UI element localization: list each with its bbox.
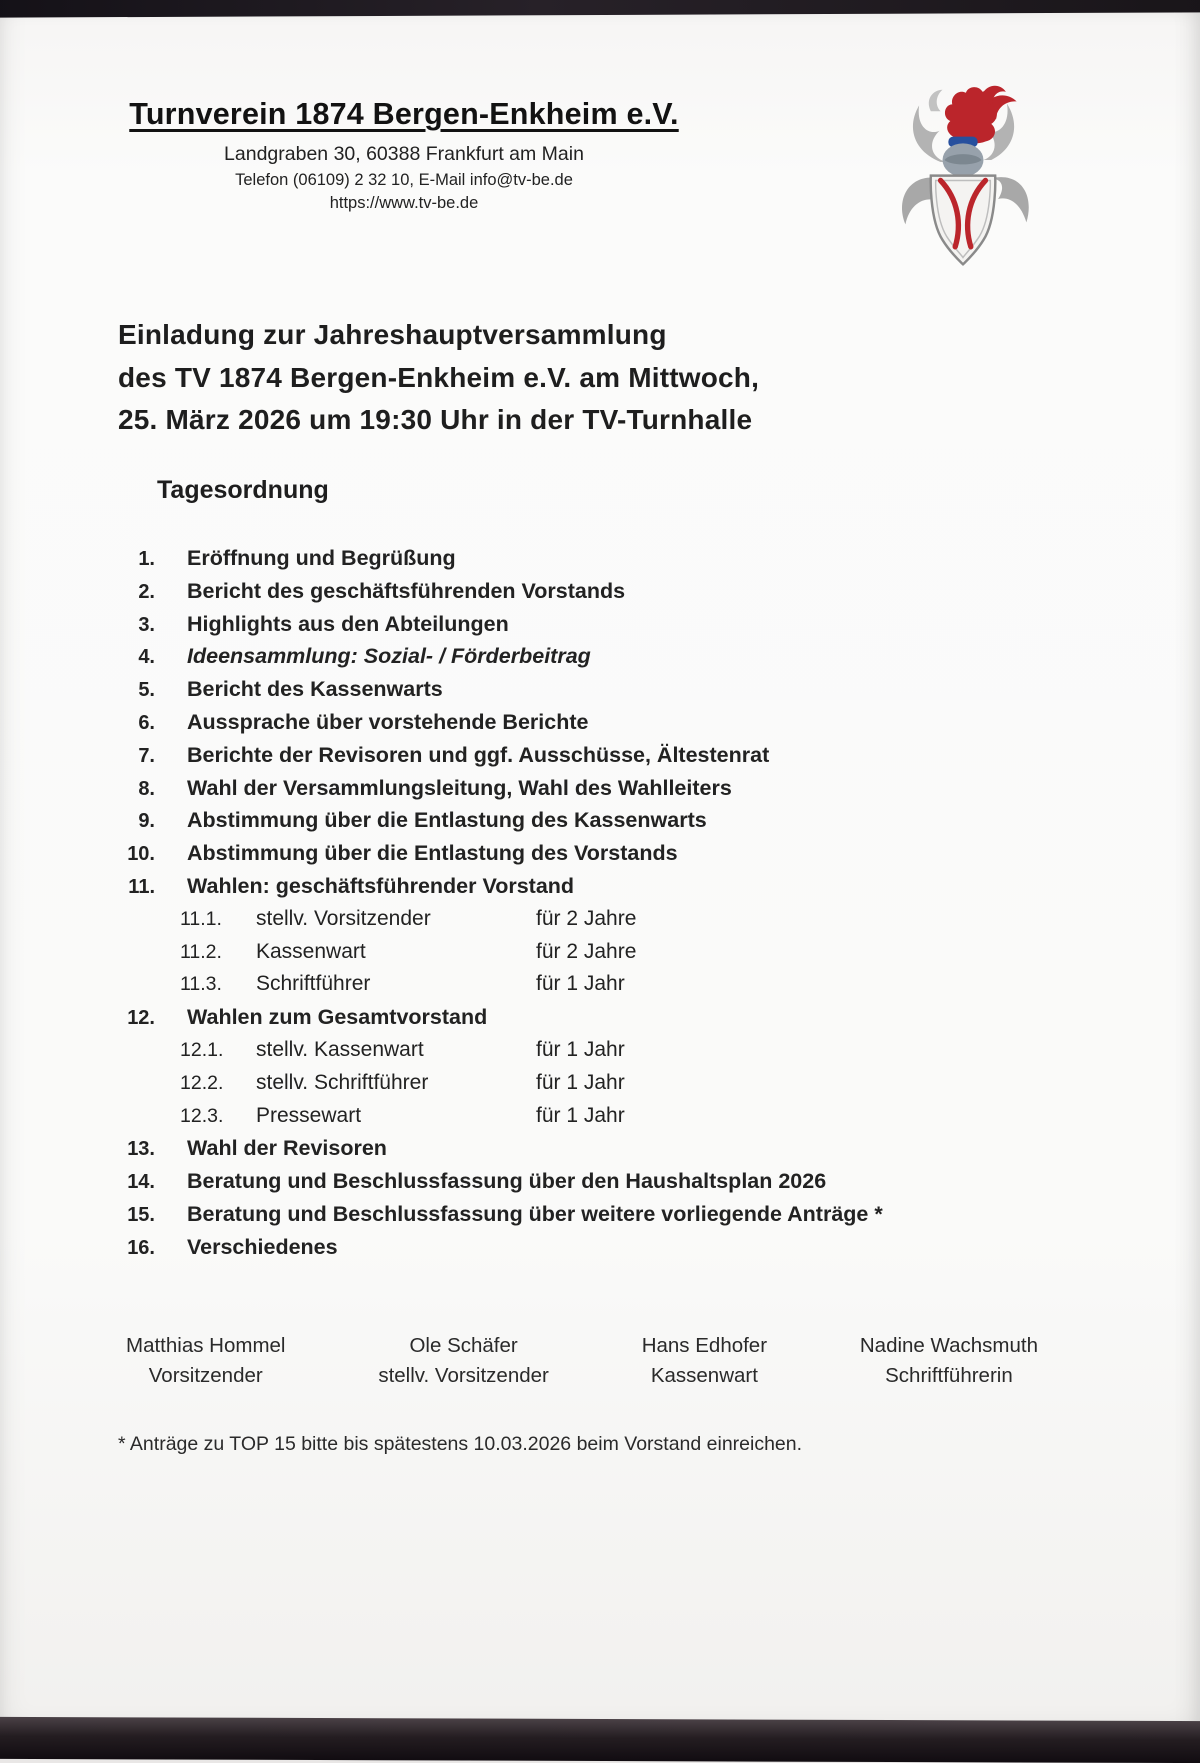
agenda-subitem-number: 11.2. (180, 940, 222, 963)
signature-1 (126, 1334, 286, 1388)
agenda-item-2 (100, 579, 1110, 612)
agenda-item-text: Berichte der Revisoren und ggf. Ausschüsse, Ältestenrat (187, 742, 770, 767)
club-crest-icon (888, 82, 1038, 277)
agenda-item-10 (100, 841, 1110, 874)
agenda-item-number: 5. (138, 679, 155, 702)
agenda-subitem-number: 12.3. (180, 1104, 224, 1127)
signature-name: Nadine Wachsmuth (859, 1334, 1038, 1357)
agenda-item-text: Wahlen: geschäftsführender Vorstand (187, 873, 575, 898)
agenda-subitem-term: für 1 Jahr (536, 1037, 625, 1061)
agenda-subitem-term: für 2 Jahre (536, 906, 637, 930)
agenda-item-number: 15. (127, 1203, 155, 1226)
agenda-subitem-number: 12.2. (180, 1071, 224, 1094)
agenda-item-number: 16. (127, 1236, 155, 1259)
club-contact: Telefon (06109) 2 32 10, E-Mail info@tv-be.de (235, 171, 573, 189)
signature-role: stellv. Vorsitzender (378, 1364, 549, 1387)
agenda-item-number: 8. (138, 777, 155, 800)
signature-name: Hans Edhofer (641, 1334, 768, 1357)
signature-4 (860, 1334, 1038, 1388)
agenda-item-text: Eröffnung und Begrüßung (187, 546, 456, 570)
agenda-subitem-number: 12.1. (180, 1038, 224, 1061)
agenda-list (100, 546, 1110, 1268)
agenda-subitem-text: Kassenwart (256, 939, 366, 963)
agenda-item-text: Verschiedenes (187, 1234, 338, 1259)
agenda-subitem-text: stellv. Schriftführer (256, 1070, 429, 1094)
agenda-item-number: 9. (138, 810, 155, 833)
agenda-item-6 (100, 710, 1110, 743)
agenda-item-number: 12. (127, 1007, 155, 1030)
signature-role: Schriftführerin (885, 1364, 1013, 1387)
agenda-subitem-11-1 (100, 907, 1110, 940)
agenda-item-number: 3. (138, 613, 155, 636)
agenda-subitem-12-2 (100, 1071, 1110, 1104)
agenda-item-text: Wahlen zum Gesamtvorstand (187, 1005, 488, 1030)
agenda-item-8 (100, 776, 1110, 809)
agenda-item-text: Bericht des Kassenwarts (187, 677, 443, 702)
agenda-subitem-text: stellv. Kassenwart (256, 1037, 424, 1061)
signature-2 (378, 1334, 549, 1388)
invitation-title-line2: des TV 1874 Bergen-Enkheim e.V. am Mittwoch, (118, 361, 760, 393)
agenda-subitem-term: für 1 Jahr (536, 1103, 625, 1127)
agenda-item-11 (100, 874, 1110, 907)
agenda-item-number: 1. (138, 548, 155, 570)
club-address: Landgraben 30, 60388 Frankfurt am Main (224, 143, 584, 165)
invitation-title-line3: 25. März 2026 um 19:30 Uhr in der TV-Turnhalle (118, 404, 753, 435)
agenda-item-number: 6. (138, 711, 155, 734)
agenda-subitem-term: für 1 Jahr (536, 1070, 625, 1094)
signature-block (126, 1334, 1038, 1388)
agenda-subitem-text: Schriftführer (256, 972, 371, 996)
signature-role: Kassenwart (650, 1364, 758, 1387)
agenda-item-text: Bericht des geschäftsführenden Vorstands (187, 578, 626, 603)
club-website: https://www.tv-be.de (329, 194, 479, 212)
agenda-heading: Tagesordnung (157, 476, 329, 504)
photo-edge-bottom (0, 1717, 1200, 1763)
agenda-item-text: Abstimmung über die Entlastung des Vorstands (187, 841, 678, 866)
letterhead (88, 97, 720, 213)
agenda-item-text: Beratung und Beschlussfassung über weitere vorliegende Anträge * (187, 1201, 883, 1226)
signature-name: Ole Schäfer (409, 1334, 518, 1357)
agenda-item-text: Wahl der Versammlungsleitung, Wahl des Wahlleiters (187, 775, 732, 800)
signature-name: Matthias Hommel (126, 1334, 286, 1357)
agenda-item-text: Abstimmung über die Entlastung des Kassenwarts (187, 808, 707, 833)
agenda-subitem-11-2 (100, 940, 1110, 973)
agenda-subitem-text: stellv. Vorsitzender (256, 906, 431, 930)
agenda-subitem-text: Pressewart (256, 1103, 362, 1127)
agenda-item-4 (100, 644, 1110, 677)
agenda-item-number: 7. (138, 744, 155, 767)
agenda-item-15 (100, 1202, 1110, 1235)
agenda-item-number: 2. (138, 580, 155, 603)
agenda-item-13 (100, 1136, 1110, 1169)
agenda-item-7 (100, 743, 1110, 776)
agenda-item-12 (100, 1005, 1110, 1038)
agenda-item-number: 10. (127, 843, 155, 866)
footnote: * Anträge zu TOP 15 bitte bis spätestens 10.03.2026 beim Vorstand einreichen. (118, 1433, 803, 1455)
agenda-item-3 (100, 612, 1110, 645)
agenda-subitem-number: 11.3. (180, 973, 222, 996)
invitation-title (118, 314, 759, 442)
agenda-item-5 (100, 677, 1110, 710)
agenda-subitem-number: 11.1. (180, 907, 222, 930)
agenda-item-number: 4. (138, 646, 155, 669)
agenda-subitem-12-3 (100, 1104, 1110, 1137)
agenda-item-text: Wahl der Revisoren (187, 1136, 387, 1161)
agenda-item-16 (100, 1235, 1110, 1268)
agenda-subitem-term: für 1 Jahr (536, 972, 625, 996)
agenda-item-text: Ideensammlung: Sozial- / Förderbeitrag (187, 644, 591, 669)
agenda-item-14 (100, 1169, 1110, 1202)
agenda-item-text: Highlights aus den Abteilungen (187, 611, 509, 636)
agenda-subitem-11-3 (100, 972, 1110, 1005)
agenda-item-1 (100, 546, 1110, 579)
agenda-subitem-term: für 2 Jahre (536, 939, 637, 963)
agenda-item-text: Beratung und Beschlussfassung über den Haushaltsplan 2026 (187, 1169, 827, 1194)
agenda-item-9 (100, 808, 1110, 841)
agenda-item-text: Aussprache über vorstehende Berichte (187, 709, 589, 734)
agenda-item-number: 13. (127, 1138, 155, 1161)
agenda-subitem-12-1 (100, 1038, 1110, 1071)
signature-role: Vorsitzender (148, 1364, 263, 1387)
agenda-item-number: 11. (128, 875, 155, 898)
invitation-title-line1: Einladung zur Jahreshauptversammlung (118, 319, 667, 350)
signature-3 (642, 1334, 767, 1388)
agenda-item-number: 14. (127, 1171, 155, 1194)
club-name: Turnverein 1874 Bergen-Enkheim e.V. (129, 97, 679, 131)
